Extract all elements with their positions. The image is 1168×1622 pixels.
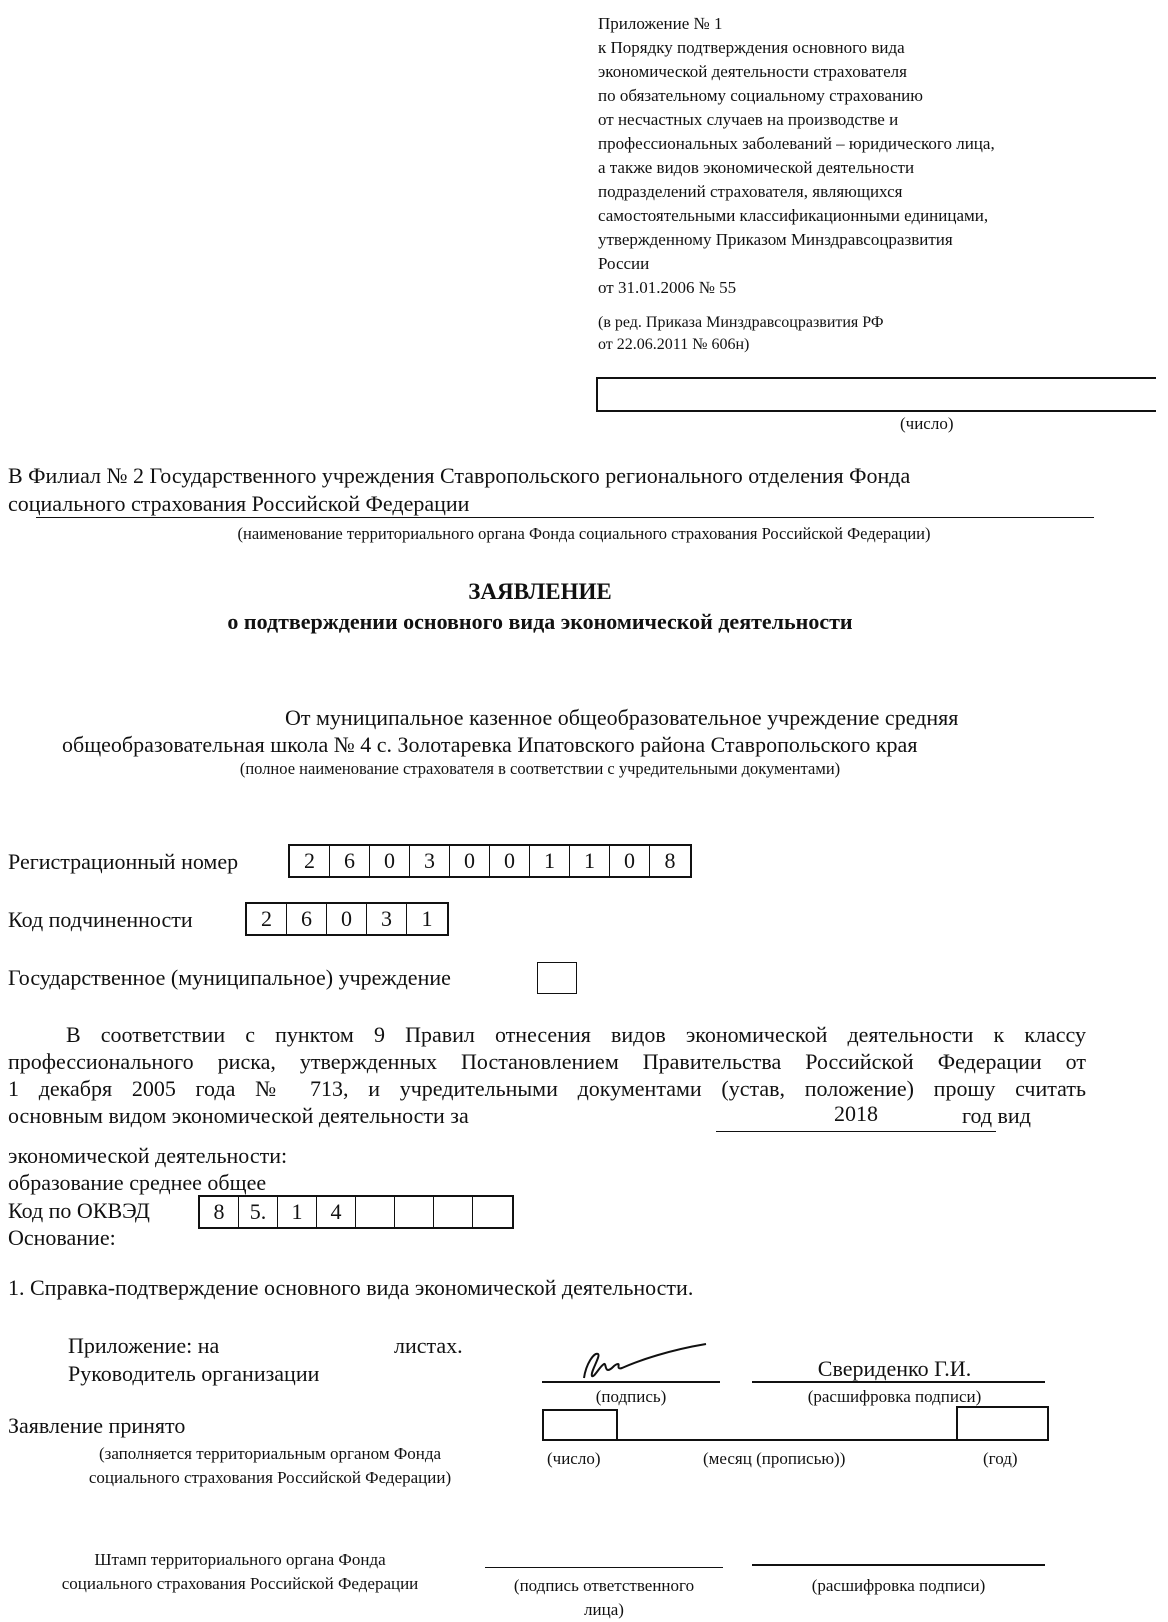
subordination-digit[interactable]: 2: [247, 904, 287, 934]
head-label: Руководитель организации: [68, 1361, 320, 1386]
registration-digit[interactable]: 0: [610, 846, 650, 876]
accepted-year-caption: (год): [983, 1449, 1018, 1468]
appendix-header: [598, 12, 995, 300]
appendix-line: экономической деятельности страхователя: [598, 62, 907, 81]
stamp-line: Штамп территориального органа Фонда: [94, 1550, 386, 1569]
accepted-day-caption: (число): [547, 1449, 601, 1468]
stamp-name-caption: (расшифровка подписи): [811, 1576, 986, 1595]
body-line-4-prefix: основным видом экономической деятельности за: [8, 1103, 469, 1128]
document-subtitle: о подтверждении основного вида экономической деятельности: [227, 609, 853, 634]
appendix-line: Приложение № 1: [598, 14, 723, 33]
registration-digit[interactable]: 0: [490, 846, 530, 876]
okved-cell[interactable]: 1: [278, 1197, 317, 1227]
registration-digit[interactable]: 0: [450, 846, 490, 876]
accepted-note: [40, 1442, 500, 1490]
stamp-signature-line: [485, 1567, 723, 1568]
accepted-note-line: (заполняется территориальным органом Фонда: [98, 1444, 442, 1463]
subordination-digit[interactable]: 0: [327, 904, 367, 934]
head-name-caption: (расшифровка подписи): [807, 1387, 982, 1406]
appendix-line: по обязательному социальному страхованию: [598, 86, 923, 105]
body-line-3: 1 декабря 2005 года № 713, и учредительными документами (устав, положение) прошу считать: [8, 1076, 1086, 1101]
registration-digit[interactable]: 8: [664, 848, 676, 873]
appendix-line: а также видов экономической деятельности: [598, 158, 915, 177]
amendment-line: от 22.06.2011 № 606н): [598, 336, 750, 353]
head-name-line: [752, 1381, 1045, 1383]
accepted-year-field[interactable]: [956, 1406, 1049, 1441]
registration-digit[interactable]: 6: [330, 846, 370, 876]
body-line-2: профессионального риска, утвержденных Постановлением Правительства Российской Федерации от: [8, 1049, 1086, 1074]
okved-label: Код по ОКВЭД: [8, 1198, 150, 1223]
applicant-caption: (полное наименование страхователя в соответствии с учредительными документами): [239, 759, 841, 778]
accepted-date-baseline: [542, 1439, 1049, 1441]
body-line-5: экономической деятельности:: [8, 1143, 288, 1168]
registration-digit[interactable]: 0: [370, 846, 410, 876]
registration-digit[interactable]: 1: [530, 846, 570, 876]
addressee-rest: Государственного учреждения Ставропольского регионального отделения Фонда: [149, 463, 911, 488]
addressee-line-1: [8, 462, 910, 490]
stamp-name-line: [752, 1564, 1045, 1566]
okved-cell[interactable]: 4: [317, 1197, 356, 1227]
addressee-caption: (наименование территориального органа Фонда социального страхования Российской Федерации): [237, 524, 931, 543]
addressee-underline: [36, 517, 1094, 518]
stamp-line: социального страхования Российской Федерации: [61, 1574, 419, 1593]
amendment-line: (в ред. Приказа Минздравсоцразвития РФ: [598, 314, 884, 331]
accepted-day-field[interactable]: [542, 1409, 618, 1441]
appendix-line: профессиональных заболеваний – юридического лица,: [598, 134, 995, 153]
activity-name: образование среднее общее: [8, 1170, 267, 1195]
head-name: Свериденко Г.И.: [817, 1356, 972, 1381]
attachment-prefix: Приложение: на: [68, 1333, 220, 1358]
head-signature-line: [542, 1381, 720, 1383]
attachment-suffix: листах.: [394, 1333, 463, 1358]
appendix-line: подразделений страхователя, являющихся: [598, 182, 903, 201]
okved-cell[interactable]: [356, 1197, 395, 1227]
registration-digit[interactable]: 2: [290, 846, 330, 876]
subordination-digit[interactable]: 1: [421, 906, 433, 931]
head-signature-caption: (подпись): [595, 1387, 667, 1406]
registration-number-label: Регистрационный номер: [8, 849, 239, 874]
subordination-digit[interactable]: 6: [287, 904, 327, 934]
registration-date-field[interactable]: [596, 377, 1156, 412]
addressee-prefix: В Филиал № 2: [8, 463, 145, 488]
okved-cell[interactable]: [434, 1197, 473, 1227]
addressee-line-2: социального страхования Российской Федерации: [8, 491, 470, 516]
number-field-caption: (число): [900, 414, 954, 433]
applicant-line-2: общеобразовательная школа № 4 с. Золотаревка Ипатовского района Ставропольского края: [62, 732, 918, 757]
appendix-line: самостоятельными классификационными единицами,: [598, 206, 989, 225]
body-line-4-suffix: год вид: [962, 1103, 1031, 1128]
appendix-line: от 31.01.2006 № 55: [598, 278, 737, 297]
amendment-note: [598, 312, 884, 356]
stamp-caption-line: лица): [584, 1600, 624, 1619]
appendix-line: утвержденному Приказом Минздравсоцразвития: [598, 230, 953, 249]
subordination-code-cells: [245, 902, 449, 936]
appendix-line: к Порядку подтверждения основного вида: [598, 38, 905, 57]
stamp-caption-line: (подпись ответственного: [513, 1576, 695, 1595]
accepted-month-field[interactable]: [618, 1409, 956, 1439]
accepted-month-caption: (месяц (прописью)): [703, 1449, 846, 1468]
accepted-label: Заявление принято: [8, 1413, 186, 1438]
okved-cell[interactable]: [395, 1197, 434, 1227]
state-institution-label: Государственное (муниципальное) учреждение: [8, 965, 451, 990]
state-institution-checkbox[interactable]: [537, 962, 577, 994]
body-line-1: В соответствии с пунктом 9 Правил отнесения видов экономической деятельности к классу: [66, 1022, 1086, 1047]
okved-cells: [198, 1195, 514, 1229]
stamp-label: [10, 1548, 470, 1596]
accepted-note-line: социального страхования Российской Федерации): [88, 1468, 452, 1487]
basis-item: 1. Справка-подтверждение основного вида экономической деятельности.: [8, 1275, 694, 1300]
signature-icon: [580, 1342, 710, 1382]
appendix-line: России: [598, 254, 650, 273]
okved-cell[interactable]: [473, 1197, 512, 1227]
appendix-line: от несчастных случаев на производстве и: [598, 110, 899, 129]
subordination-digit[interactable]: 3: [367, 904, 407, 934]
registration-digit[interactable]: 1: [570, 846, 610, 876]
registration-number-cells: [288, 844, 692, 878]
stamp-signature-caption: [485, 1574, 723, 1622]
basis-label: Основание:: [8, 1225, 116, 1250]
okved-cell[interactable]: 5.: [239, 1197, 278, 1227]
year-underline: [716, 1131, 996, 1132]
attachment-sheets[interactable]: [240, 1332, 390, 1358]
okved-cell[interactable]: 8: [200, 1197, 239, 1227]
document-title: ЗАЯВЛЕНИЕ: [468, 579, 612, 604]
subordination-code-label: Код подчиненности: [8, 907, 193, 932]
year-field[interactable]: 2018: [834, 1101, 878, 1126]
registration-digit[interactable]: 3: [410, 846, 450, 876]
applicant-line-1: От муниципальное казенное общеобразовательное учреждение средняя: [285, 705, 959, 730]
